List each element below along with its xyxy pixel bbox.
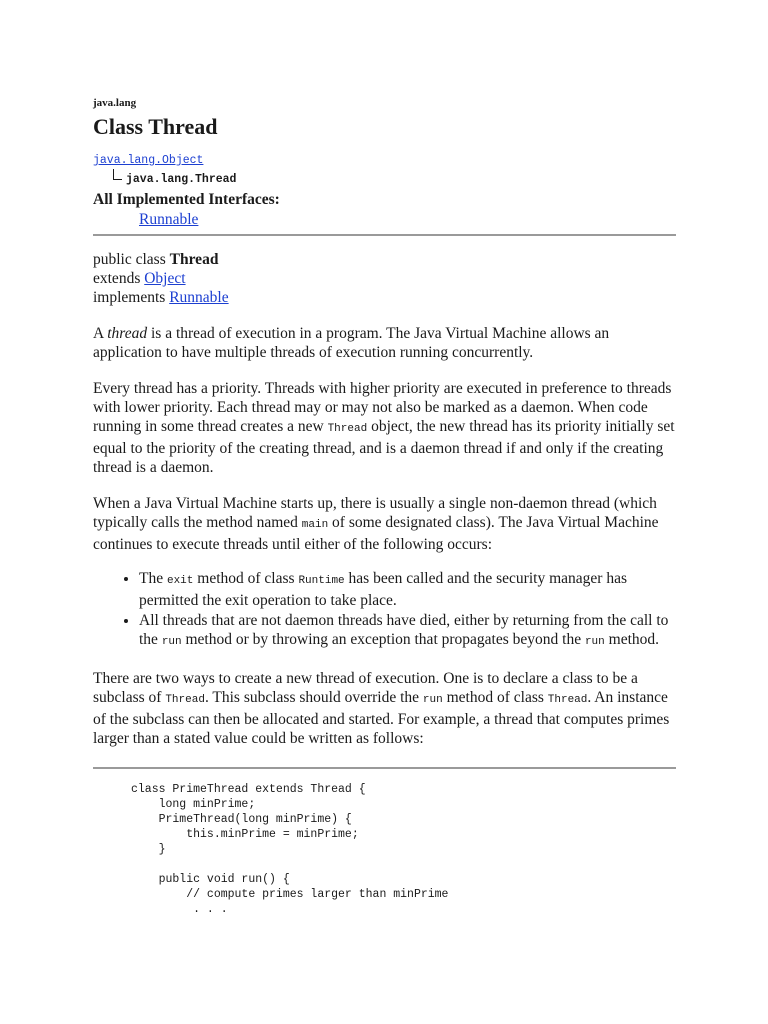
- text-run: method.: [604, 631, 660, 648]
- text-run: A: [93, 325, 108, 342]
- extends-keyword: extends: [93, 270, 145, 287]
- section-divider: [93, 234, 676, 236]
- declaration-line-class: [93, 250, 676, 269]
- emphasis-thread: thread: [107, 325, 148, 342]
- text-run: . This subclass should override the: [204, 689, 423, 706]
- class-doc-content: [93, 96, 676, 917]
- implements-keyword: implements: [93, 289, 170, 306]
- text-run: The: [139, 570, 167, 587]
- text-run: All threads that are not daemon threads have died, either by returning from the call to the: [139, 612, 669, 648]
- description-paragraph-1: [93, 324, 676, 362]
- list-item: [139, 611, 676, 652]
- description-paragraph-3: [93, 494, 676, 554]
- declaration-line-extends: [93, 269, 676, 288]
- text-run: is a thread of execution in a program. The Java Virtual Machine allows an application to have multiple threads of execution running concurrently.: [93, 325, 610, 361]
- list-item: [139, 569, 676, 610]
- declaration-class-name: Thread: [169, 251, 219, 268]
- text-run: has been called and the security manager has permitted the exit operation to take place.: [139, 570, 627, 609]
- inline-code: Thread: [547, 694, 588, 706]
- text-run: method of class: [193, 570, 299, 587]
- extends-object-link[interactable]: Object: [144, 270, 186, 287]
- termination-conditions-list: [93, 569, 676, 652]
- declaration-line-implements: [93, 288, 676, 307]
- code-divider: [93, 767, 676, 769]
- hierarchy-child: [93, 169, 676, 188]
- runnable-interface-link[interactable]: Runnable: [139, 211, 199, 228]
- text-run: When a Java Virtual Machine starts up, there is usually a single non-daemon thread (which typically calls the method named: [93, 495, 657, 531]
- hierarchy-parent: [93, 153, 676, 169]
- text-run: . An instance of the subclass can then be allocated and started. For example, a thread that computes primes larger than a stated value could be written as follows:: [93, 689, 670, 747]
- inline-code: Thread: [327, 423, 368, 435]
- class-declaration: [93, 250, 676, 307]
- text-run: method or by throwing an exception that propagates beyond the: [181, 631, 585, 648]
- text-run: of some designated class). The Java Virtual Machine continues to execute threads until either of the following occurs:: [93, 514, 659, 553]
- hierarchy-child-label: java.lang.Thread: [126, 173, 237, 186]
- description-paragraph-2: [93, 379, 676, 477]
- text-run: object, the new thread has its priority initially set equal to the priority of the creating thread, and is a daemon thread if and only if the creating thread is a daemon.: [93, 418, 675, 476]
- text-run: method of class: [442, 689, 548, 706]
- page-title: Class Thread: [93, 114, 218, 139]
- code-example: class PrimeThread extends Thread { long minPrime; PrimeThread(long minPrime) { this.minPrime = minPrime; } public void run() { // compute primes larger than minPrime . . .: [131, 783, 449, 916]
- inline-code: exit: [166, 575, 194, 587]
- class-hierarchy: [93, 153, 676, 188]
- package-name: java.lang: [93, 97, 137, 109]
- text-run: Every thread has a priority. Threads with higher priority are executed in preference to threads with lower priority. Each thread may or may not also be marked as a daemon. When code running in some thread creates a new: [93, 380, 672, 435]
- interfaces-heading: All Implemented Interfaces:: [93, 191, 280, 208]
- inline-code: run: [584, 636, 605, 648]
- inline-code: Thread: [165, 694, 205, 706]
- inline-code: run: [422, 694, 443, 706]
- declaration-modifier: public class: [93, 251, 170, 268]
- interfaces-list: [93, 210, 676, 229]
- inline-code: main: [301, 519, 329, 531]
- tree-branch-icon: [113, 169, 122, 180]
- object-class-link[interactable]: java.lang.Object: [93, 154, 204, 167]
- text-run: There are two ways to create a new thread of execution. One is to declare a class to be a subclass of: [93, 670, 638, 706]
- description-paragraph-4: [93, 669, 676, 748]
- inline-code: Runtime: [298, 575, 345, 587]
- implements-runnable-link[interactable]: Runnable: [169, 289, 229, 306]
- inline-code: run: [161, 636, 182, 648]
